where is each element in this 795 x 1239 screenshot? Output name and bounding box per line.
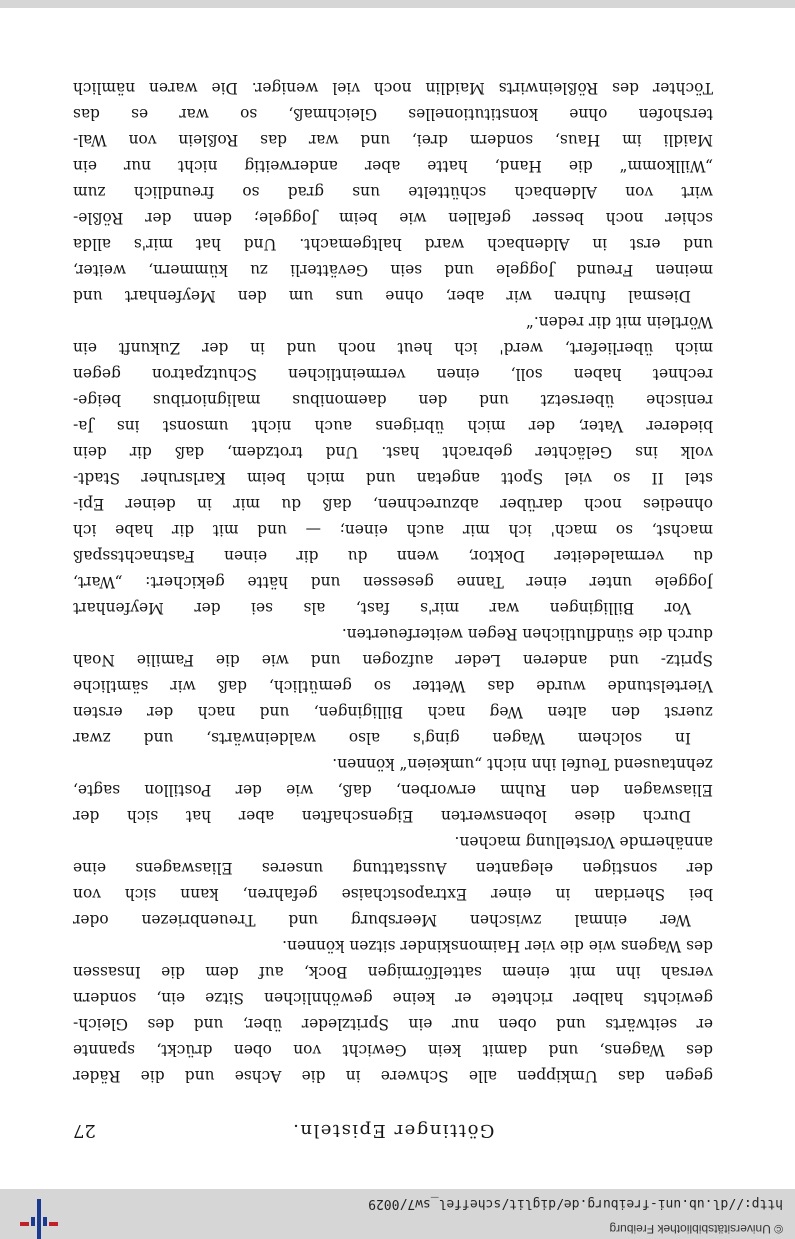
page-url[interactable]: http://dl.ub.uni-freiburg.de/diglit/scheffel_sw7/0029 (368, 1196, 783, 1211)
text-line: tershofen ohne konstitutionelles Gleichmaß, so war es das (73, 105, 713, 123)
text-line: Wörtlein mit dir reden.“ (525, 313, 713, 331)
text-line: rechnet haben soll, einen vermeintlichen Schutzpatron gegen (73, 365, 713, 383)
text-line: stel II so viel Spott angetan und mich beim Karlsruher Stadt- (73, 469, 713, 487)
text-line: gewichts halber richtete er keine gewöhnlichen Sitze ein, sondern (73, 989, 713, 1007)
text-line: In solchem Wagen ging's also waldeinwärts, und zwar (73, 729, 691, 747)
text-line: du vermaledeiter Doktor, wenn du dir einen Fastnachtsspaß (73, 547, 713, 565)
text-line: biederer Vater, der mich übrigens auch nicht umsonst ins Ja- (73, 417, 713, 435)
text-line: volk ins Gelächter gebracht hast. Und trotzdem, daß dir dein (73, 443, 713, 461)
page-number: 27 (73, 1120, 96, 1141)
running-header (73, 1113, 713, 1141)
text-line: machst, so mach' ich mir auch einen; — und mit dir habe ich (73, 521, 713, 539)
text-line: des Wagens wie die vier Haimonskinder sitzen können. (282, 937, 713, 955)
viewer-header (0, 1189, 795, 1239)
text-line: Wer einmal zwischen Meersburg und Treuenbriezen oder (73, 911, 691, 929)
text-line: mich überliefert, werd' ich heut noch und in der Zukunft ein (73, 339, 713, 357)
text-line: ohnedies noch darüber abzurechnen, daß du mir in deiner Epi- (73, 495, 713, 513)
text-line: Durch diese lobenswerten Eigenschaften aber hat sich der (73, 807, 691, 825)
text-line: Viertelstunde wurde das Wetter so gemütlich, daß wir sämtliche (73, 677, 713, 695)
text-line: Joggele unter einer Tanne gesessen und hätte gekichert: „Wart, (73, 573, 713, 591)
text-line: Töchter des Rößleinwirts Maidlin noch viel weniger. Die waren nämlich (73, 79, 713, 97)
text-line: Spritz- und anderen Leder aufzogen und wie die Familie Noah (73, 651, 713, 669)
library-credit: © Universitätsbibliothek Freiburg (609, 1222, 783, 1236)
text-line: renische übersetzt und den daemonibus malignioribus beige- (73, 391, 713, 409)
text-line: zehntausend Teufel ihn nicht „umkeien“ können. (332, 755, 713, 773)
text-line: schier noch besser gefallen wie beim Joggele; denn der Rößle- (73, 209, 713, 227)
text-line: Eliaswagen den Ruhm erworben, daß, wie der Postillon sagte, (73, 781, 713, 799)
running-title: Göttinger Episteln. (291, 1120, 495, 1141)
text-line: versah ihn mit einem sattelförmigen Bock, auf dem die Insassen (73, 963, 713, 981)
text-line: er seitwärts und oben nur ein Spritzleder über, und des Gleich- (73, 1015, 713, 1033)
book-page (73, 61, 713, 1141)
text-line: gegen das Umkippen alle Schwere in die Achse und die Räder (73, 1067, 713, 1085)
ub-freiburg-logo-icon[interactable] (19, 1199, 61, 1239)
text-line: durch die sündflutlichen Regen weiterfeuerten. (341, 625, 713, 643)
text-line: und erst in Aldenbach ward haltgemacht. Und hat mir's allda (73, 235, 713, 253)
text-line: zuerst den alten Weg nach Billigingen, und nach der ersten (73, 703, 713, 721)
text-line: der sonstigen eleganten Ausstattung unseres Eliaswagens eine (73, 859, 713, 877)
text-line: „Willkomm“ die Hand, hatte aber anderweitig nicht nur ein (73, 157, 713, 175)
text-line: meinen Freund Joggele und sein Gevätterli zu kümmern, weiter, (73, 261, 713, 279)
text-line: Diesmal fuhren wir aber, ohne uns um den Meyfenhart und (73, 287, 691, 305)
text-line: wirt von Aldenbach schüttelte uns grad so freundlich zum (73, 183, 713, 201)
text-line: Vor Billigingen war mir's fast, als sei der Meyfenhart (73, 599, 691, 617)
text-line: des Wagens, und damit kein Gewicht von oben drückt, spannte (73, 1041, 713, 1059)
text-line: bei Sheridan in einer Extrapostchaise gefahren, kann sich von (73, 885, 713, 903)
text-line: annähernde Vorstellung machen. (454, 833, 713, 851)
text-line: Maidli im Haus, sondern drei, und war das Roßlein von Wal- (73, 131, 713, 149)
viewer-footer (0, 0, 795, 8)
